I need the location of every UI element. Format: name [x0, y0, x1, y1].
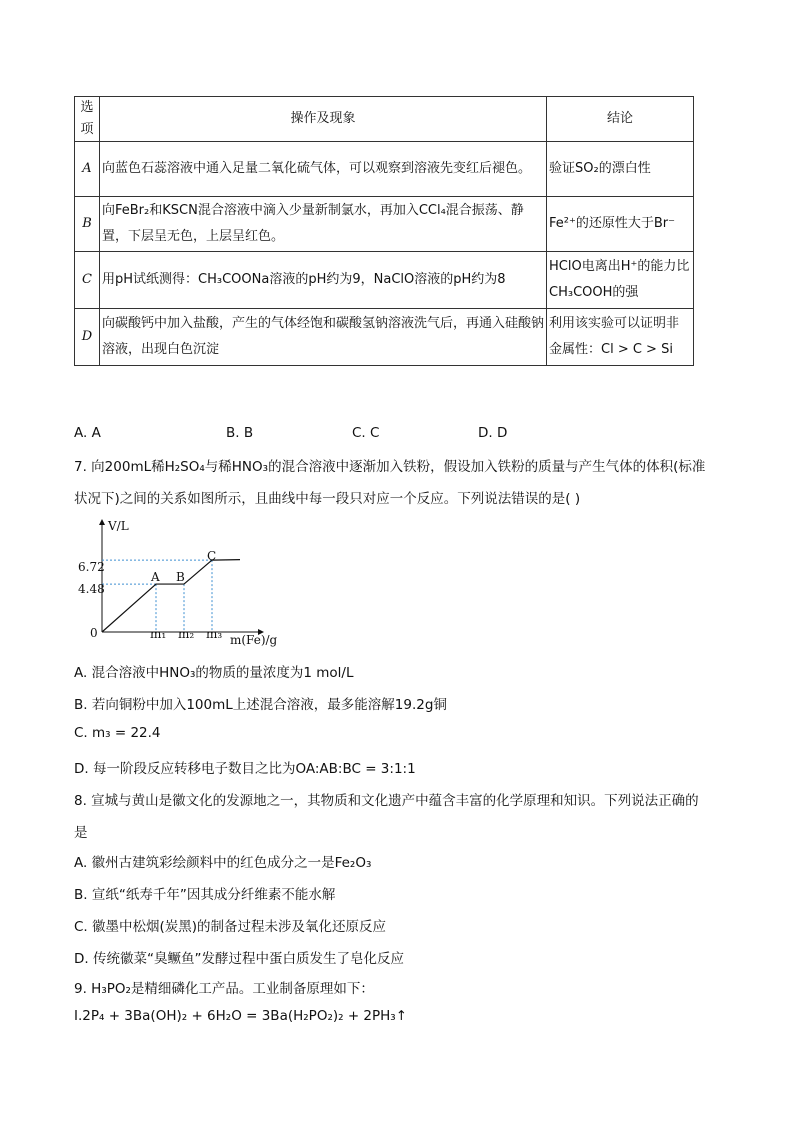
q7-option-a[interactable]: A. 混合溶液中HNO₃的物质的量浓度为1 mol/L	[74, 665, 354, 681]
q6-table	[74, 96, 694, 366]
row-conclusion: 利用该实验可以证明非金属性：Cl > C > Si	[547, 309, 694, 366]
volume-curve	[102, 560, 240, 632]
q8-option-d[interactable]: D. 传统徽菜“臭鳜鱼”发酵过程中蛋白质发生了皂化反应	[74, 951, 404, 967]
row-operation: 向FeBr₂和KSCN混合溶液中滴入少量新制氯水，再加入CCl₄混合振荡、静置，下层呈无色，上层呈红色。	[100, 197, 547, 252]
q9-stem: 9. H₃PO₂是精细磷化工产品。工业制备原理如下：	[74, 981, 374, 997]
y-tick-label: 6.72	[78, 560, 105, 574]
row-option: A	[75, 142, 100, 197]
y-tick-label: 4.48	[78, 582, 105, 596]
row-option: C	[75, 252, 100, 309]
y-axis-arrow	[99, 519, 105, 525]
q9-equation-1: Ⅰ.2P₄ + 3Ba(OH)₂ + 6H₂O = 3Ba(H₂PO₂)₂ + 2PH₃↑	[74, 1008, 408, 1024]
q8-stem-line1: 8. 宣城与黄山是徽文化的发源地之一，其物质和文化遗产中蕴含丰富的化学原理和知识。下列说法正确的	[74, 793, 699, 809]
q7-graph	[78, 516, 278, 647]
origin-label: 0	[90, 626, 98, 640]
q7-stem-line1: 7. 向200mL稀H₂SO₄与稀HNO₃的混合溶液中逐渐加入铁粉，假设加入铁粉的质量与产生气体的体积(标准	[74, 459, 706, 475]
row-operation: 用pH试纸测得：CH₃COONa溶液的pH约为9，NaClO溶液的pH约为8	[100, 252, 547, 309]
header-operation: 操作及现象	[100, 97, 547, 142]
x-axis-label: m(Fe)/g	[230, 633, 278, 647]
q8-option-c[interactable]: C. 徽墨中松烟(炭黑)的制备过程未涉及氧化还原反应	[74, 919, 387, 935]
table-row	[75, 309, 694, 366]
x-tick-label: m₃	[206, 627, 223, 641]
q7-stem-line2: 状况下)之间的关系如图所示，且曲线中每一段只对应一个反应。下列说法错误的是( )	[74, 491, 581, 507]
table-row	[75, 197, 694, 252]
y-axis-label: V/L	[108, 519, 129, 533]
q6-choice-d[interactable]: D. D	[478, 425, 508, 441]
header-option: 选项	[75, 97, 100, 142]
row-operation: 向碳酸钙中加入盐酸，产生的气体经饱和碳酸氢钠溶液洗气后，再通入硅酸钠溶液，出现白色沉淀	[100, 309, 547, 366]
row-conclusion: HClO电离出H⁺的能力比CH₃COOH的强	[547, 252, 694, 309]
table-header-row	[75, 97, 694, 142]
row-operation: 向蓝色石蕊溶液中通入足量二氧化硫气体，可以观察到溶液先变红后褪色。	[100, 142, 547, 197]
q6-choice-a[interactable]: A. A	[74, 425, 101, 441]
q8-stem-line2: 是	[74, 825, 88, 841]
row-option: D	[75, 309, 100, 366]
header-conclusion: 结论	[547, 97, 694, 142]
point-label-c: C	[207, 549, 217, 563]
q8-option-b[interactable]: B. 宣纸“纸寿千年”因其成分纤维素不能水解	[74, 887, 336, 903]
x-tick-label: m₂	[178, 627, 195, 641]
row-option: B	[75, 197, 100, 252]
table-row	[75, 252, 694, 309]
point-label-a: A	[151, 570, 160, 584]
q8-option-a[interactable]: A. 徽州古建筑彩绘颜料中的红色成分之一是Fe₂O₃	[74, 855, 372, 871]
q6-choice-c[interactable]: C. C	[352, 425, 380, 441]
row-conclusion: Fe²⁺的还原性大于Br⁻	[547, 197, 694, 252]
q7-option-d[interactable]: D. 每一阶段反应转移电子数目之比为OA:AB:BC = 3:1:1	[74, 761, 416, 777]
table-row	[75, 142, 694, 197]
row-conclusion: 验证SO₂的漂白性	[547, 142, 694, 197]
q7-option-c[interactable]: C. m₃ = 22.4	[74, 725, 161, 741]
x-tick-label: m₁	[150, 627, 167, 641]
q6-choice-b[interactable]: B. B	[226, 425, 254, 441]
q7-option-b[interactable]: B. 若向铜粉中加入100mL上述混合溶液，最多能溶解19.2g铜	[74, 697, 447, 713]
point-label-b: B	[176, 570, 185, 584]
